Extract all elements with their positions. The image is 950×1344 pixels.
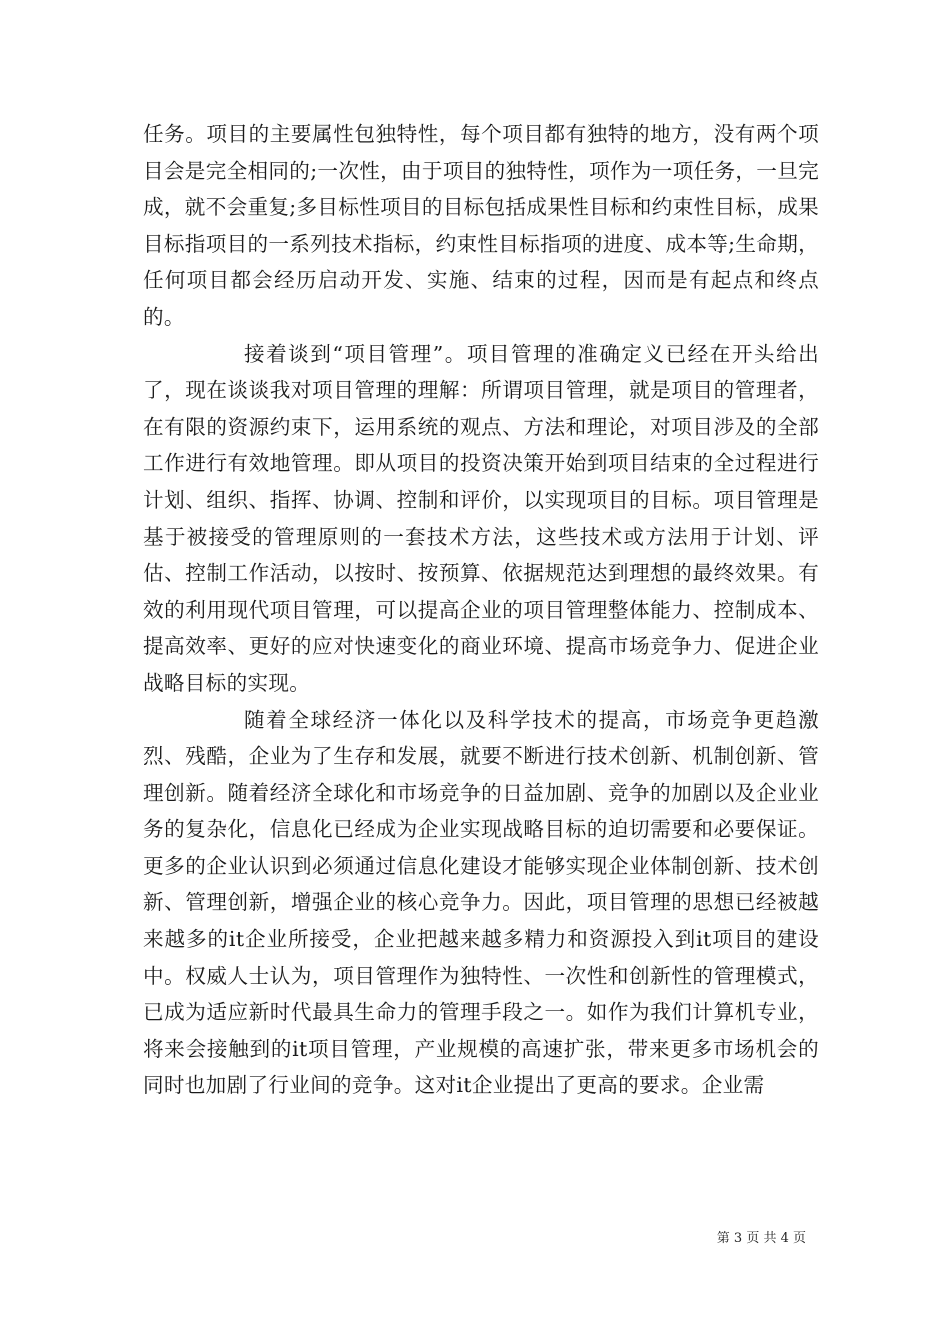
body-text <box>143 116 819 1104</box>
page-number-footer: 第 3 页 共 4 页 <box>716 1231 806 1246</box>
paragraph-project-attributes: 任务。项目的主要属性包独特性，每个项目都有独特的地方，没有两个项目会是完全相同的;一次性，由于项目的独特性，项作为一项任务，一旦完成，就不会重复;多目标性项目的目标包括成果性目标和约束性目标，成果目标指项目的一系列技术指标，约束性目标指项的进度、成本等;生命期，任何项目都会经历启动开发、实施、结束的过程，因而是有起点和终点的。 <box>143 122 819 329</box>
paragraph-globalization-it: 随着全球经济一体化以及科学技术的提高，市场竞争更趋激烈、残酷，企业为了生存和发展，就要不断进行技术创新、机制创新、管理创新。随着经济全球化和市场竞争的日益加剧、竞争的加剧以及企业业务的复杂化，信息化已经成为企业实现战略目标的迫切需要和必要保证。更多的企业认识到必须通过信息化建设才能够实现企业体制创新、技术创新、管理创新，增强企业的核心竞争力。因此，项目管理的思想已经被越来越多的it企业所接受，企业把越来越多精力和资源投入到it项目的建设中。权威人士认为，项目管理作为独特性、一次性和创新性的管理模式，已成为适应新时代最具生命力的管理手段之一。如作为我们计算机专业，将来会接触到的it项目管理，产业规模的高速扩张，带来更多市场机会的同时也加剧了行业间的竞争。这对it企业提出了更高的要求。企业需 <box>143 707 819 1098</box>
paragraph-project-management: 接着谈到“项目管理”。项目管理的准确定义已经在开头给出了，现在谈谈我对项目管理的理解：所谓项目管理，就是项目的管理者，在有限的资源约束下，运用系统的观点、方法和理论，对项目涉及的全部工作进行有效地管理。即从项目的投资决策开始到项目结束的全过程进行计划、组织、指挥、协调、控制和评价，以实现项目的目标。项目管理是基于被接受的管理原则的一套技术方法，这些技术或方法用于计划、评估、控制工作活动，以按时、按预算、依据规范达到理想的最终效果。有效的利用现代项目管理，可以提高企业的项目管理整体能力、控制成本、提高效率、更好的应对快速变化的商业环境、提高市场竞争力、促进企业战略目标的实现。 <box>143 341 819 695</box>
